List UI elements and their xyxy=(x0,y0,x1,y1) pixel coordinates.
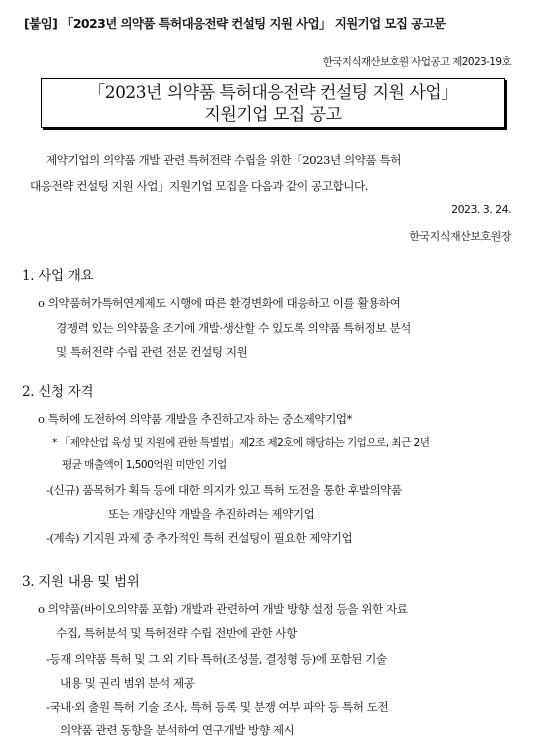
section-2-dash-1-line-1: -(신규) 품목허가 획득 등에 대한 의지가 있고 특허 도전을 통한 후발의약품 xyxy=(46,483,402,497)
section-2-dash-1-line-2: 또는 개량신약 개발을 추진하려는 제약기업 xyxy=(108,507,315,521)
section-3-dash-2-line-1: -국내·외 출원 특허 기술 조사, 특허 등록 및 분쟁 여부 파악 등 특허 도전 xyxy=(46,700,389,714)
section-3-dash-1-line-1: -등재 의약품 특허 및 그 외 기타 특허(조성물, 결정형 등)에 포함된 기술 xyxy=(46,652,387,666)
section-3-bullet-line-1: o 의약품(바이오의약품 포함) 개발과 관련하여 개발 방향 설정 등을 위한 자료 xyxy=(38,602,408,616)
intro-line-1: 제약기업의 의약품 개발 관련 특허전략 수립을 위한「2023년 의약품 특허 xyxy=(46,153,401,167)
section-3-dash-2-line-2: 의약품 관련 동향을 분석하여 연구개발 방향 제시 xyxy=(60,723,295,737)
section-2-note-line-2: 평균 매출액이 1,500억원 미만인 기업 xyxy=(62,459,227,471)
section-2-note-line-1: * 「제약산업 육성 및 지원에 관한 특별법」제2조 제2호에 해당하는 기업으로, 최근 2년 xyxy=(52,437,430,449)
section-3-bullet-line-2: 수집, 특허분석 및 특허전략 수립 전반에 관한 사항 xyxy=(56,626,297,640)
signer: 한국지식재산보호원장 xyxy=(409,230,511,243)
section-1-bullet-line-2: 경쟁력 있는 의약품을 조기에 개발·생산할 수 있도록 의약품 특허정보 분석 xyxy=(56,321,411,335)
section-1-bullet-line-1: o 의약품허가특허연계제도 시행에 따른 환경변화에 대응하고 이를 활용하여 xyxy=(38,296,401,310)
section-2-title: 2. 신청 자격 xyxy=(22,384,94,400)
section-3-title: 3. 지원 내용 및 범위 xyxy=(22,574,140,590)
section-2-dash-2: -(계속) 기지원 과제 중 추가적인 특허 컨설팅이 필요한 제약기업 xyxy=(46,531,353,545)
section-1-bullet-line-3: 및 특허전략 수립 관련 전문 컨설팅 지원 xyxy=(56,345,248,359)
section-1-title: 1. 사업 개요 xyxy=(22,268,94,284)
section-3-dash-1-line-2: 내용 및 권리 범위 분석 제공 xyxy=(60,676,195,690)
title-box xyxy=(41,78,505,128)
title-line-2: 지원기업 모집 공고 xyxy=(204,105,342,125)
title-line-1: 「2023년 의약품 특허대응전략 컨설팅 지원 사업」 xyxy=(88,83,458,103)
section-2-bullet: o 특허에 도전하여 의약품 개발을 추진하고자 하는 중소제약기업* xyxy=(38,412,353,426)
attachment-header: [붙임] 「2023년 의약품 특허대응전략 컨설팅 지원 사업」 지원기업 모집 공고문 xyxy=(24,16,446,31)
intro-line-2: 대응전략 컨설팅 지원 사업」지원기업 모집을 다음과 같이 공고합니다. xyxy=(30,179,369,193)
notice-number: 한국지식재산보호원 사업공고 제2023-19호 xyxy=(322,56,511,68)
announcement-date: 2023. 3. 24. xyxy=(451,203,511,216)
